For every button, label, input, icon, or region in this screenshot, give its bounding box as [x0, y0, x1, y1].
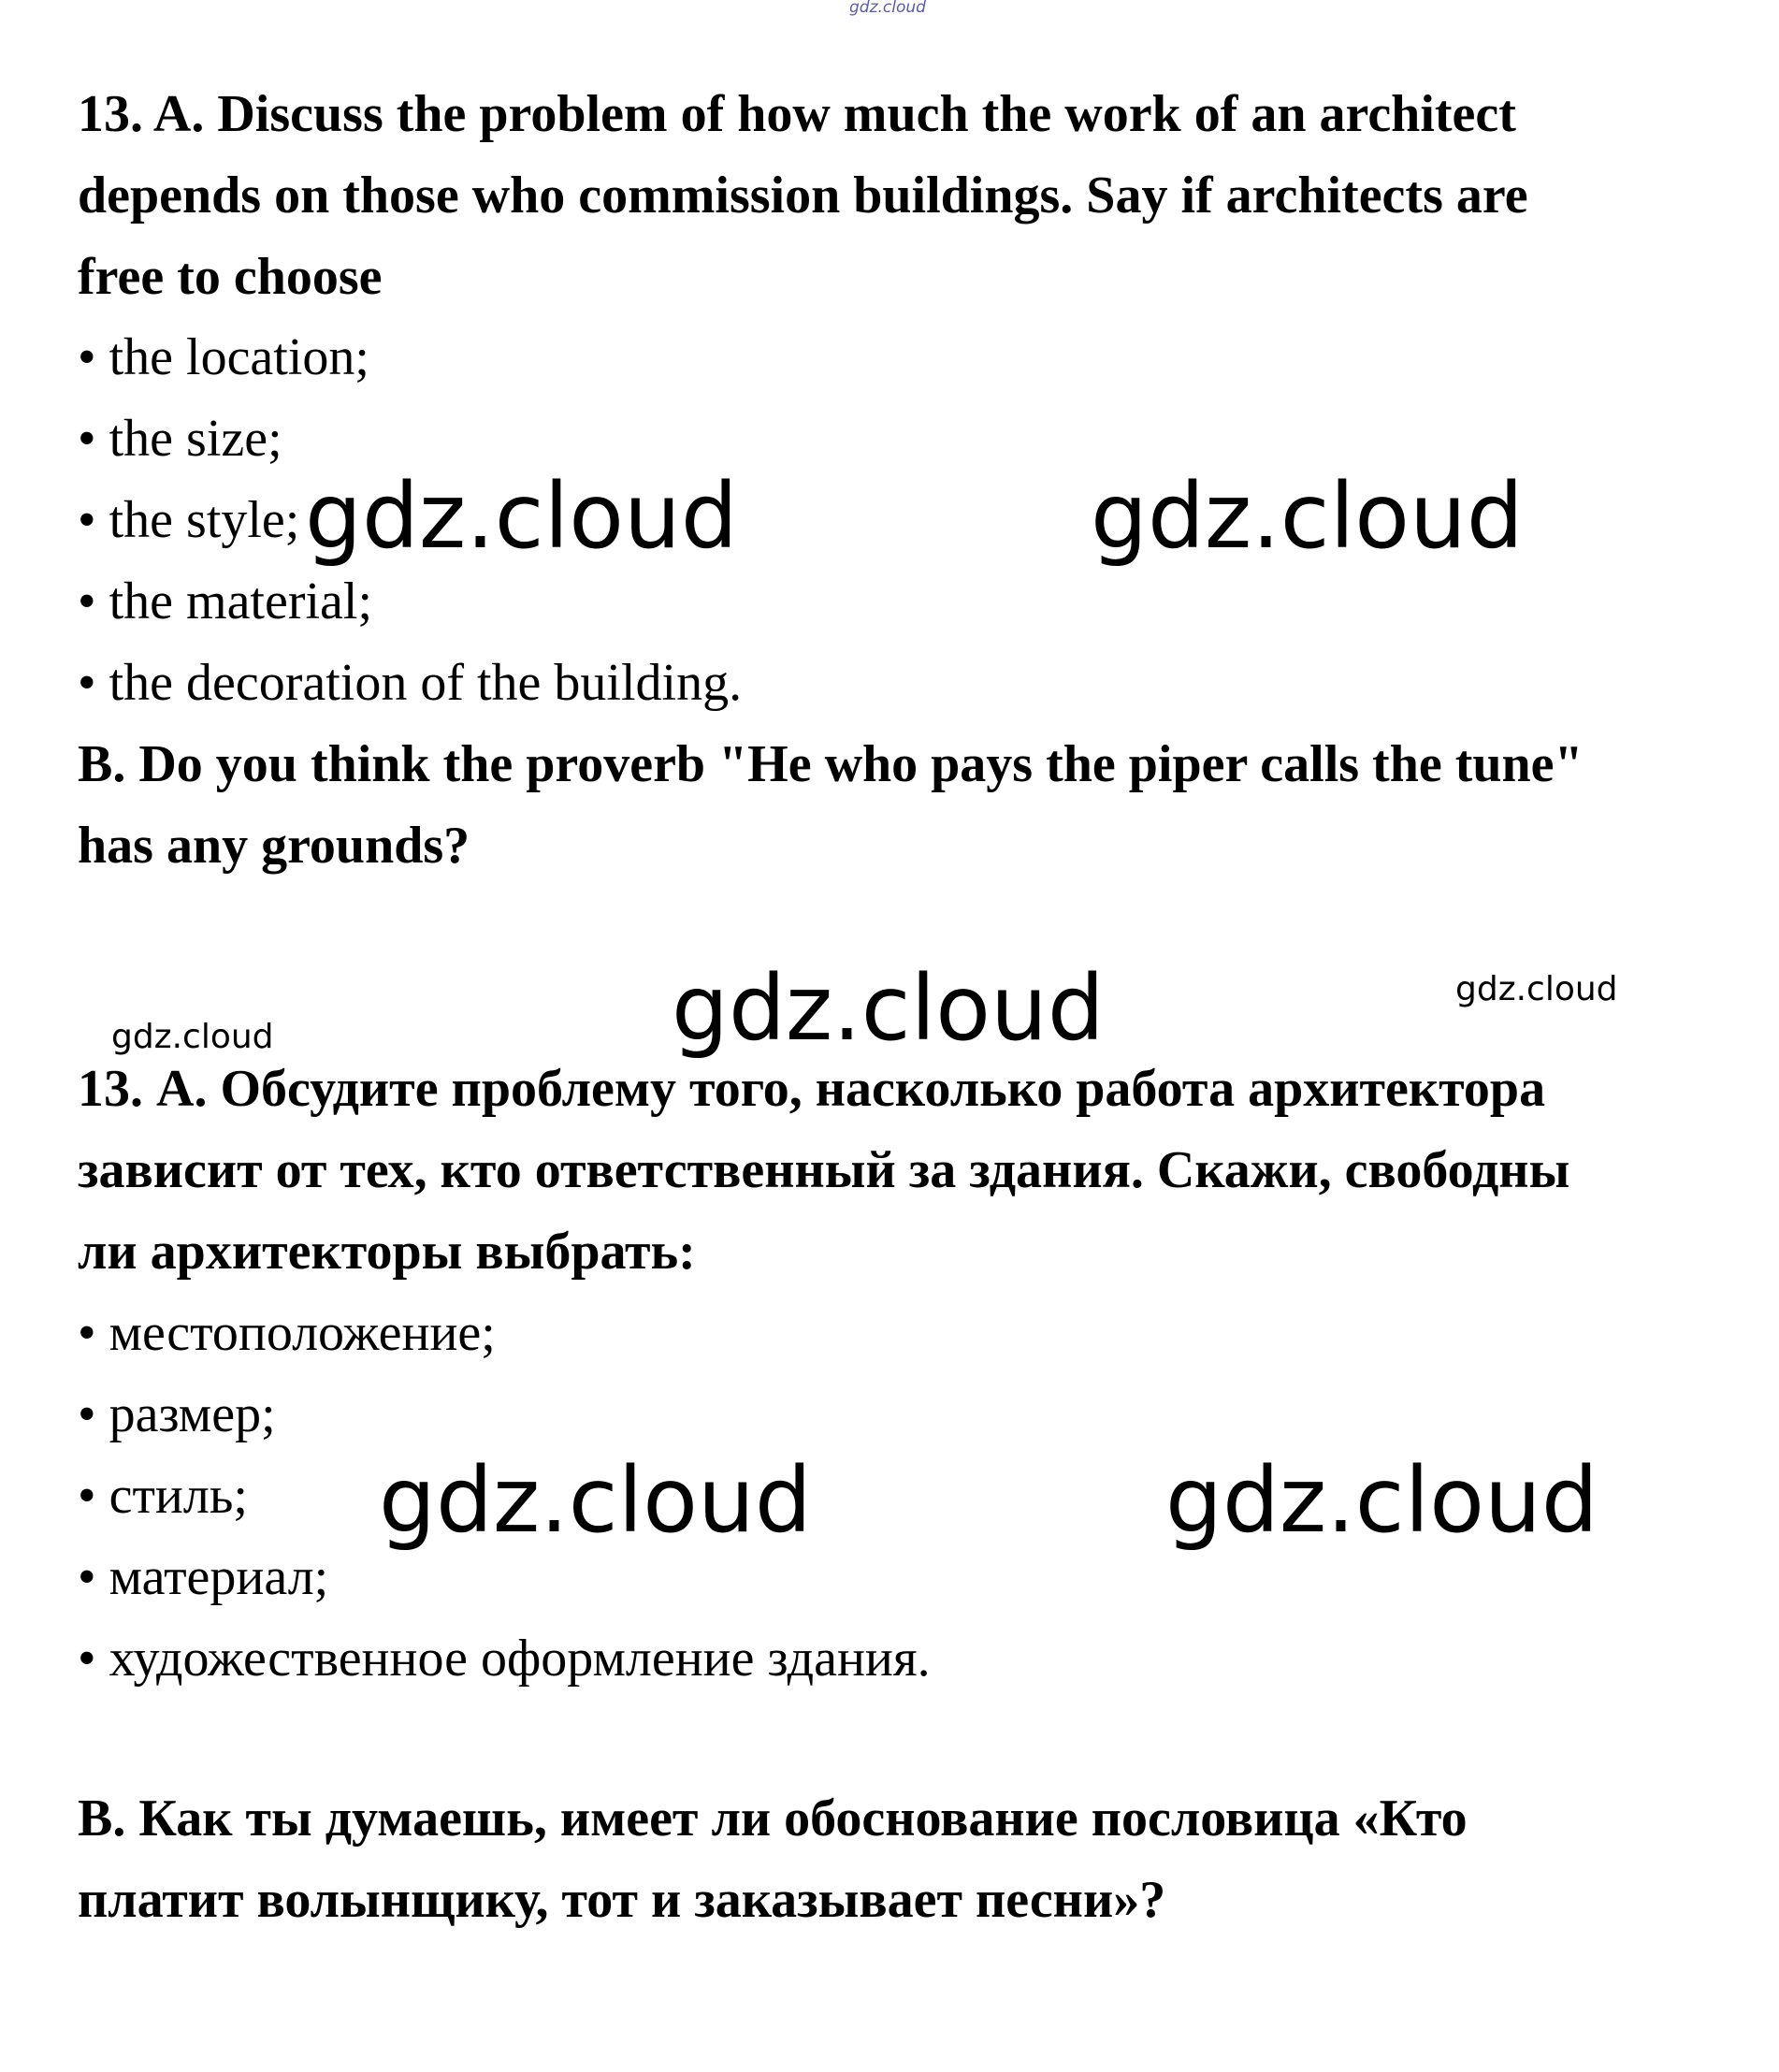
english-heading-line-2: depends on those who commission buildings. Say if architects are	[78, 167, 1528, 225]
watermark-3: gdz.cloud	[672, 956, 1105, 1061]
english-heading-line-1: 13. A. Discuss the problem of how much the work of an architect	[78, 85, 1516, 143]
russian-heading-line-2: зависит от тех, кто ответственный за здания. Скажи, свободны	[78, 1141, 1570, 1199]
watermark-7: gdz.cloud	[1165, 1448, 1598, 1553]
english-bullet-decoration: • the decoration of the building.	[78, 654, 743, 712]
russian-part-b-line-2: платит волынщику, тот и заказывает песни»?	[78, 1871, 1166, 1929]
russian-part-b-line-1: В. Как ты думаешь, имеет ли обоснование пословица «Кто	[78, 1789, 1468, 1847]
russian-bullet-location: • местоположение;	[78, 1304, 496, 1362]
english-bullet-material: • the material;	[78, 572, 373, 630]
watermark-top: gdz.cloud	[849, 0, 926, 17]
english-heading-line-3: free to choose	[78, 248, 383, 306]
russian-bullet-size: • размер;	[78, 1385, 276, 1443]
russian-bullet-material: • материал;	[78, 1548, 329, 1606]
english-bullet-location: • the location;	[78, 328, 369, 386]
english-bullet-size: • the size;	[78, 410, 282, 468]
english-bullet-style: • the style;	[78, 491, 300, 549]
watermark-5: gdz.cloud	[111, 1018, 274, 1056]
russian-bullet-decoration: • художественное оформление здания.	[78, 1630, 931, 1688]
watermark-6: gdz.cloud	[379, 1448, 812, 1553]
english-part-b-line-2: has any grounds?	[78, 817, 470, 875]
watermark-2: gdz.cloud	[1091, 464, 1524, 569]
russian-heading-line-3: ли архитекторы выбрать:	[78, 1223, 696, 1281]
russian-bullet-style: • стиль;	[78, 1467, 248, 1525]
russian-heading-line-1: 13. А. Обсудите проблему того, насколько работа архитектора	[78, 1060, 1546, 1118]
watermark-1: gdz.cloud	[305, 464, 738, 569]
english-part-b-line-1: B. Do you think the proverb "He who pays the piper calls the tune"	[78, 735, 1584, 793]
watermark-4: gdz.cloud	[1455, 970, 1618, 1008]
